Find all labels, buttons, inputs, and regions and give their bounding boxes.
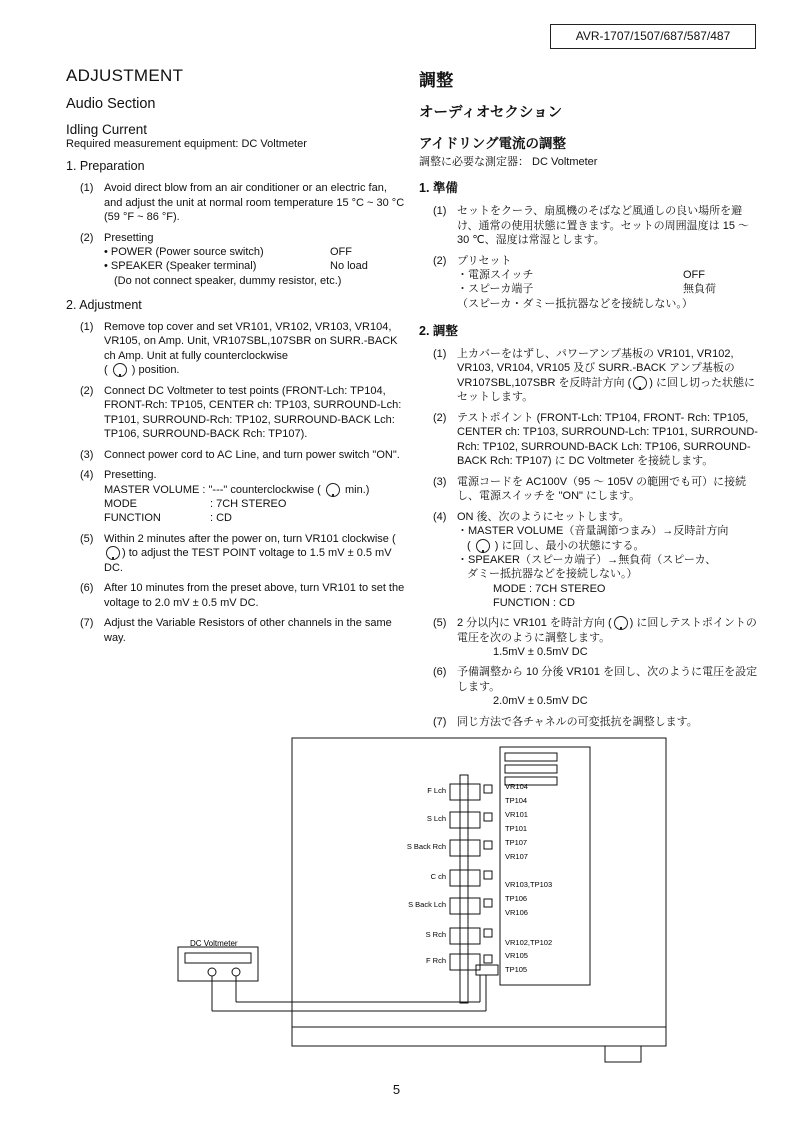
adj-item: (6) After 10 minutes from the preset above, turn VR101 to set the voltage to 2.0 mV ± 0.5 mV DC. (80, 582, 405, 609)
test-point-block (484, 841, 492, 849)
adj-item: (2) Connect DC Voltmeter to test points (FRONT-Lch: TP104, FRONT-Rch: TP105, CENTER ch: TP103, SURROUND-Lch: TP101, SURROUND-Rch: TP102, SURROUND-BACK Lch: TP106, SURROUND-BACK Rch: TP107). (80, 384, 402, 441)
adj-item: (5) Within 2 minutes after the power on, turn VR101 clockwise ( ) to adjust the TEST POINT voltage to 1.5 mV ± 0.5 mV DC. (80, 532, 396, 574)
clockwise-knob-icon (614, 616, 628, 630)
test-point-block (484, 785, 492, 793)
part-label: TP104 (505, 796, 528, 805)
prep-item: (2) Presetting • POWER (Power source switch) OFF • SPEAKER (Speaker terminal) No load (Do not connect speaker, dummy resistor, etc.) (66, 231, 406, 288)
test-point-block (484, 871, 492, 879)
part-label: TP101 (505, 824, 528, 833)
part-label: VR104 (505, 782, 528, 791)
channel-label: F Rch (425, 956, 446, 965)
english-column (66, 60, 406, 651)
channel-label: S Lch (426, 814, 446, 823)
channel-label: F Lch (427, 786, 446, 795)
channel-labels (407, 784, 492, 970)
voltmeter-label: DC Voltmeter (190, 939, 238, 948)
counterclockwise-knob-icon (476, 539, 490, 553)
part-label: VR105 (505, 951, 528, 960)
adjustment-heading: 2. Adjustment (66, 297, 142, 312)
page-number: 5 (392, 1082, 401, 1097)
adj-item: (4) Presetting. MASTER VOLUME : "---" counterclockwise ( min.) MODE : 7CH STEREO FUNCTION : CD (80, 469, 370, 525)
adj-item: (6) 予備調整から 10 分後 VR101 を回し、次のように電圧を設定します。 2.0mV ± 0.5mV DC (433, 666, 758, 708)
clockwise-knob-icon (106, 546, 120, 560)
subsection-title: Idling Current (66, 122, 148, 137)
channel-label: C ch (430, 872, 446, 881)
preset-note: (Do not connect speaker, dummy resistor, etc.) (114, 274, 342, 287)
counterclockwise-knob-icon (113, 363, 127, 377)
model-number: AVR-1707/1507/687/587/487 (550, 24, 756, 49)
prep-item: (2) プリセット ・電源スイッチ OFF ・スピーカ端子 無負荷 （スピーカ・ダミー抵抗器などを接続しない。） (433, 254, 716, 310)
preparation-heading: 1. Preparation (66, 159, 145, 173)
counterclockwise-knob-icon (633, 376, 647, 390)
channel-block (450, 898, 480, 914)
required-equipment: Required measurement equipment: DC Voltmeter (66, 138, 307, 150)
counterclockwise-knob-icon (326, 483, 340, 497)
channel-label: S Rch (425, 930, 446, 939)
part-labels (505, 782, 552, 974)
part-label: VR101 (505, 810, 528, 819)
adj-item: (5) 2 分以内に VR101 を時計方向 ( ) に回しテストポイントの電圧を次のように調整します。 1.5mV ± 0.5mV DC (433, 617, 757, 659)
adj-item: (7) Adjust the Variable Resistors of other channels in the same way. (80, 617, 392, 644)
part-label: VR107 (505, 852, 528, 861)
adj-item: (3) 電源コードを AC100V（95 ～ 105V の範囲でも可）に接続し、電源スイッチを "ON" にします。 (433, 475, 747, 503)
page-title: ADJUSTMENT (66, 66, 184, 85)
channel-label: S Back Rch (406, 842, 446, 851)
section-title-jp: オーディオセクション (419, 105, 563, 121)
part-label: VR102,TP102 (505, 938, 553, 947)
channel-block (450, 840, 480, 856)
channel-block (450, 928, 480, 944)
test-point-block (484, 929, 492, 937)
part-label: TP107 (505, 838, 528, 847)
required-equipment-jp: 調整に必要な測定器： DC Voltmeter (419, 156, 598, 168)
test-point-block (484, 899, 492, 907)
preset-row: • POWER (Power source switch) OFF (104, 246, 352, 258)
page-title-jp: 調整 (419, 71, 454, 90)
adj-item: (1) 上カバーをはずし、パワーアンプ基板の VR101, VR102, VR103, VR104, VR105 及び SURR.-BACK アンプ基板の VR107SBL,107SBR を反時計方向 ( ) に回し切った状態にセットします。 (433, 347, 755, 404)
adjustment-heading-jp: 2. 調整 (419, 323, 458, 338)
adj-item: (4) ON 後、次のようにセットします。 ・MASTER VOLUME（音量調節つまみ）→反時計方向 ( ) に回し、最小の状態にする。 ・SPEAKER（スピーカ端子）→無負荷（スピーカ、 ダミー抵抗器などを接続しない。） MODE : 7CH STEREO FUNCTION : CD (433, 510, 729, 609)
channel-block (450, 784, 480, 800)
subsection-title-jp: アイドリング電流の調整 (419, 136, 567, 151)
japanese-column (419, 60, 759, 735)
adj-item: (2) テストポイント (FRONT-Lch: TP104, FRONT- Rch: TP105, CENTER ch: TP103, SURROUND-Lch: TP101, SURROUND-Rch: TP102, SURROUND-BACK Lch: TP106, SURROUND-BACK Rch: TP107) に DC Voltmeter を接続します。 (433, 411, 758, 468)
adj-item: (1) Remove top cover and set VR101, VR102, VR103, VR104, VR105, on Amp. Unit, VR107SBL,107SBR on SURR.-BACK ch Amp. Unit at fully counterclockwise ( ) position. (80, 320, 398, 377)
part-label: TP106 (505, 894, 528, 903)
preparation-heading-jp: 1. 準備 (419, 181, 458, 195)
channel-block (450, 812, 480, 828)
preset-row: • SPEAKER (Speaker terminal) No load (104, 260, 368, 273)
adj-item: (7) 同じ方法で各チャネルの可変抵抗を調整します。 (433, 715, 698, 728)
dc-voltmeter (178, 947, 258, 981)
channel-block (450, 870, 480, 886)
part-label: VR106 (505, 908, 528, 917)
test-point-wiring-diagram (150, 735, 680, 1065)
part-label: TP105 (505, 965, 528, 974)
test-point-block (484, 813, 492, 821)
part-label: VR103,TP103 (505, 880, 553, 889)
prep-item: (1) セットをクーラ、扇風機のそばなど風通しの良い場所を避け、通常の使用状態に置きます。セットの周囲温度は 15 ～ 30 ℃、湿度は常湿とします。 (433, 205, 750, 246)
test-point-block (484, 955, 492, 963)
prep-item: (1) Avoid direct blow from an air conditioner or an electric fan, and adjust the unit at normal room temperature 15 °C ~ 30 °C (59 °F ~ 86 °F). (80, 182, 405, 223)
section-title: Audio Section (66, 96, 156, 112)
adj-item: (3) Connect power cord to AC Line, and turn power switch "ON". (80, 448, 400, 461)
channel-label: S Back Lch (408, 900, 446, 909)
